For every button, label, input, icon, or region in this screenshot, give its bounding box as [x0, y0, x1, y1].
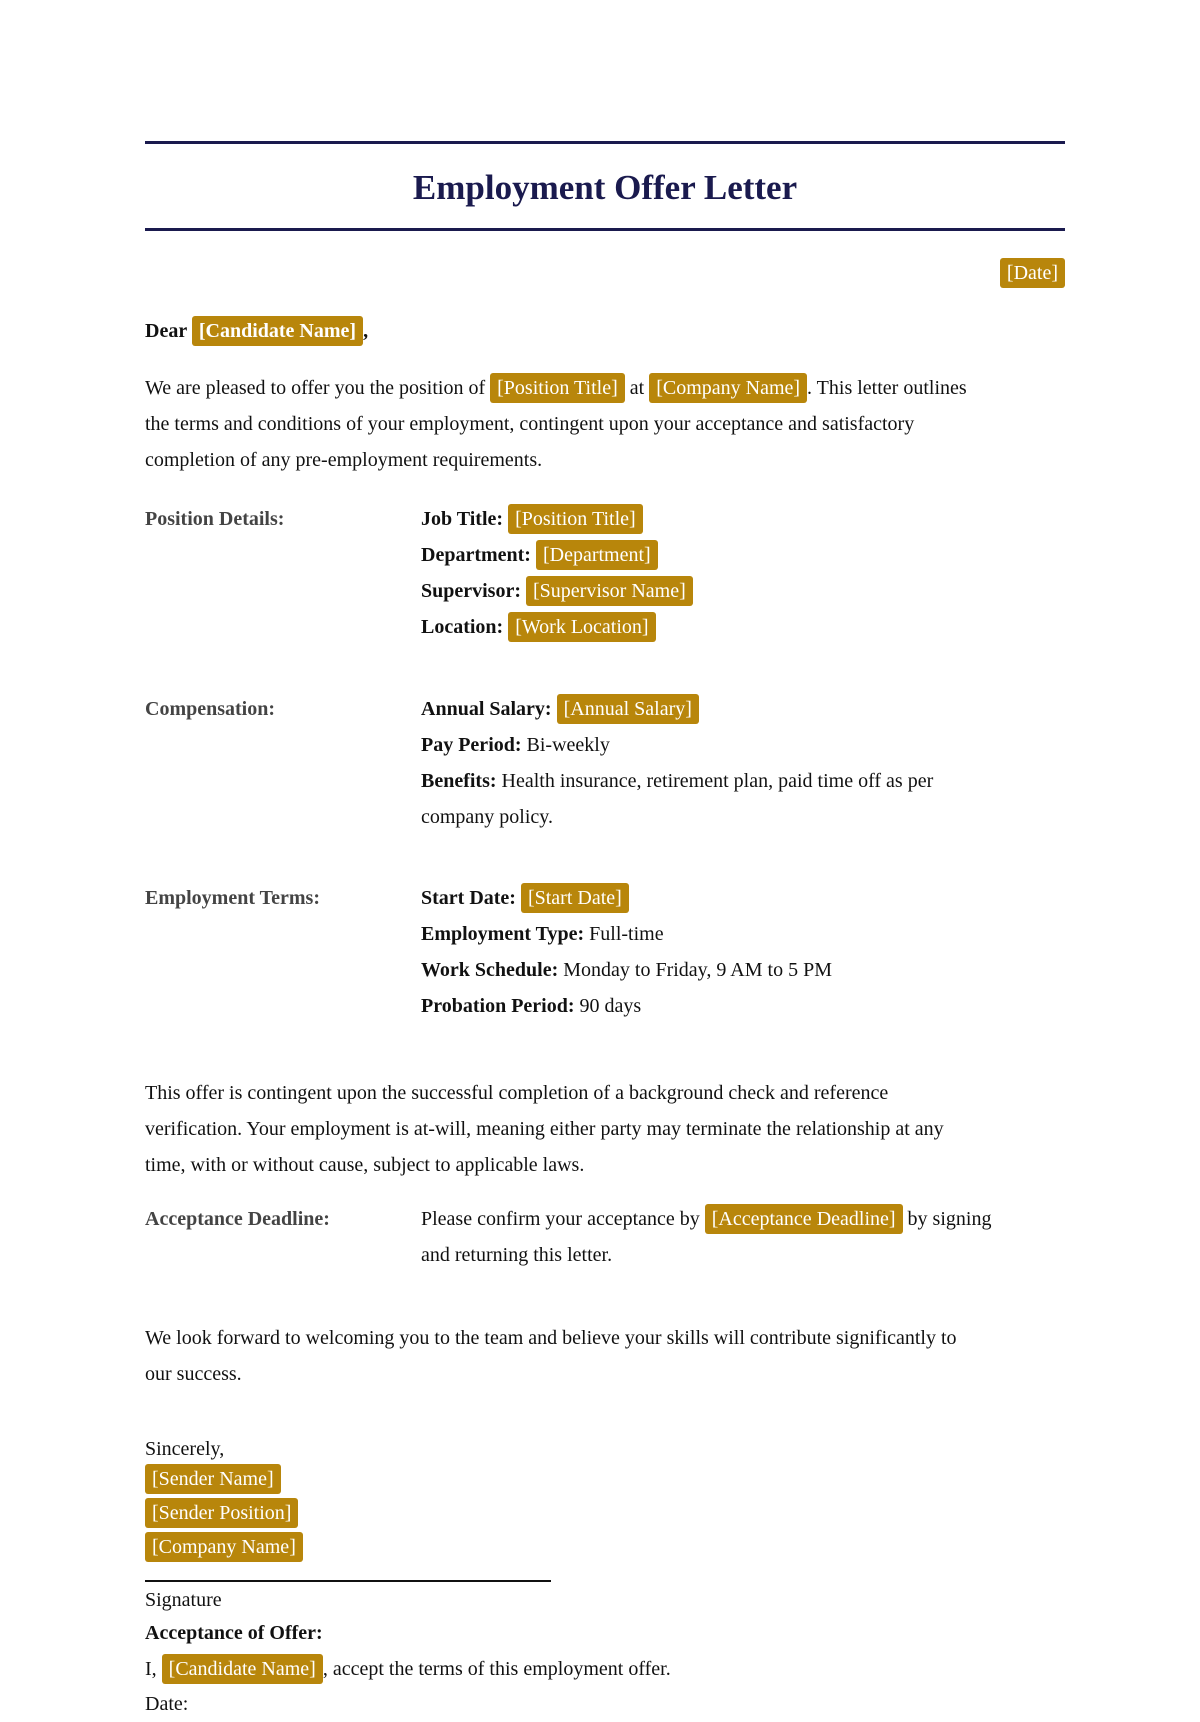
deadline-text-2: by signing — [907, 1208, 992, 1230]
sender-block — [145, 1464, 303, 1566]
greeting — [145, 313, 368, 349]
field-work-schedule — [421, 952, 1065, 988]
company-name-placeholder[interactable]: [Company Name] — [649, 373, 807, 403]
field-key: Job Title: — [421, 508, 504, 530]
field-annual-salary — [421, 691, 1065, 727]
probation-value: 90 days — [579, 995, 642, 1017]
annual-salary-placeholder[interactable]: [Annual Salary] — [557, 694, 699, 724]
acceptance-deadline-placeholder[interactable]: [Acceptance Deadline] — [705, 1204, 903, 1234]
intro-line-3: completion of any pre-employment requirements. — [145, 449, 543, 471]
department-placeholder[interactable]: [Department] — [536, 540, 658, 570]
intro-text-1: We are pleased to offer you the position of — [145, 377, 486, 399]
field-employment-type — [421, 916, 1065, 952]
supervisor-placeholder[interactable]: [Supervisor Name] — [526, 576, 693, 606]
field-key: Location: — [421, 616, 504, 638]
acceptance-of-offer-heading: Acceptance of Offer: — [145, 1622, 323, 1644]
contingency-line-1: This offer is contingent upon the successful completion of a background check and reference — [145, 1082, 889, 1104]
field-location — [421, 609, 1065, 645]
sender-company-placeholder[interactable]: [Company Name] — [145, 1532, 303, 1562]
intro-paragraph — [145, 370, 1065, 478]
employment-terms-label: Employment Terms: — [145, 887, 320, 909]
compensation-fields — [421, 691, 1065, 835]
position-details-fields — [421, 501, 1065, 645]
work-schedule-value: Monday to Friday, 9 AM to 5 PM — [563, 959, 832, 981]
field-department — [421, 537, 1065, 573]
candidate-name-placeholder[interactable]: [Candidate Name] — [192, 316, 363, 346]
field-pay-period — [421, 727, 1065, 763]
acceptance-deadline-text — [421, 1201, 1065, 1273]
acceptance-prefix: I, — [145, 1658, 157, 1680]
field-start-date — [421, 880, 1065, 916]
sender-name-placeholder[interactable]: [Sender Name] — [145, 1464, 281, 1494]
job-title-placeholder[interactable]: [Position Title] — [508, 504, 643, 534]
deadline-text-3: and returning this letter. — [421, 1244, 613, 1266]
compensation-label: Compensation: — [145, 698, 276, 720]
field-key: Employment Type: — [421, 923, 585, 945]
benefits-value-cont: company policy. — [421, 806, 554, 828]
title-top-rule — [145, 141, 1065, 144]
greeting-prefix: Dear — [145, 320, 187, 342]
contingency-line-3: time, with or without cause, subject to applicable laws. — [145, 1154, 585, 1176]
field-key: Benefits: — [421, 770, 497, 792]
field-key: Department: — [421, 544, 531, 566]
document-title: Employment Offer Letter — [412, 168, 798, 207]
field-key: Supervisor: — [421, 580, 521, 602]
position-details-label: Position Details: — [145, 508, 285, 530]
work-location-placeholder[interactable]: [Work Location] — [508, 612, 655, 642]
sender-position-placeholder[interactable]: [Sender Position] — [145, 1498, 298, 1528]
acceptance-deadline-label: Acceptance Deadline: — [145, 1208, 330, 1230]
start-date-placeholder[interactable]: [Start Date] — [521, 883, 629, 913]
acceptance-date-partial: Date: — [145, 1693, 189, 1715]
signature-label: Signature — [145, 1589, 222, 1611]
contingency-paragraph — [145, 1075, 1065, 1183]
field-key: Work Schedule: — [421, 959, 559, 981]
date-placeholder[interactable]: [Date] — [1000, 258, 1065, 288]
intro-text-2: at — [629, 377, 645, 399]
acceptance-suffix: , accept the terms of this employment offer. — [322, 1658, 671, 1680]
date-row — [1000, 258, 1065, 288]
contingency-line-2: verification. Your employment is at-will, meaning either party may terminate the relationship at any — [145, 1118, 944, 1140]
position-title-placeholder[interactable]: [Position Title] — [490, 373, 625, 403]
field-supervisor — [421, 573, 1065, 609]
closing-line-2: our success. — [145, 1363, 242, 1385]
pay-period-value: Bi-weekly — [526, 734, 610, 756]
employment-terms-fields — [421, 880, 1065, 1024]
acceptance-candidate-placeholder[interactable]: [Candidate Name] — [162, 1654, 323, 1684]
title-bottom-rule — [145, 228, 1065, 231]
benefits-value: Health insurance, retirement plan, paid time off as per — [501, 770, 934, 792]
salutation: Sincerely, — [145, 1438, 225, 1460]
employment-type-value: Full-time — [589, 923, 664, 945]
intro-text-3: . This letter outlines — [807, 377, 967, 399]
greeting-suffix: , — [363, 320, 369, 342]
closing-paragraph — [145, 1320, 1065, 1392]
field-probation — [421, 988, 1065, 1024]
field-benefits — [421, 763, 1065, 799]
deadline-text-1: Please confirm your acceptance by — [421, 1208, 700, 1230]
acceptance-statement — [145, 1651, 671, 1687]
intro-line-2: the terms and conditions of your employment, contingent upon your acceptance and satisfactory — [145, 413, 915, 435]
field-key: Probation Period: — [421, 995, 575, 1017]
field-key: Annual Salary: — [421, 698, 552, 720]
field-key: Pay Period: — [421, 734, 522, 756]
field-job-title — [421, 501, 1065, 537]
closing-line-1: We look forward to welcoming you to the team and believe your skills will contribute significantly to — [145, 1327, 957, 1349]
field-key: Start Date: — [421, 887, 516, 909]
